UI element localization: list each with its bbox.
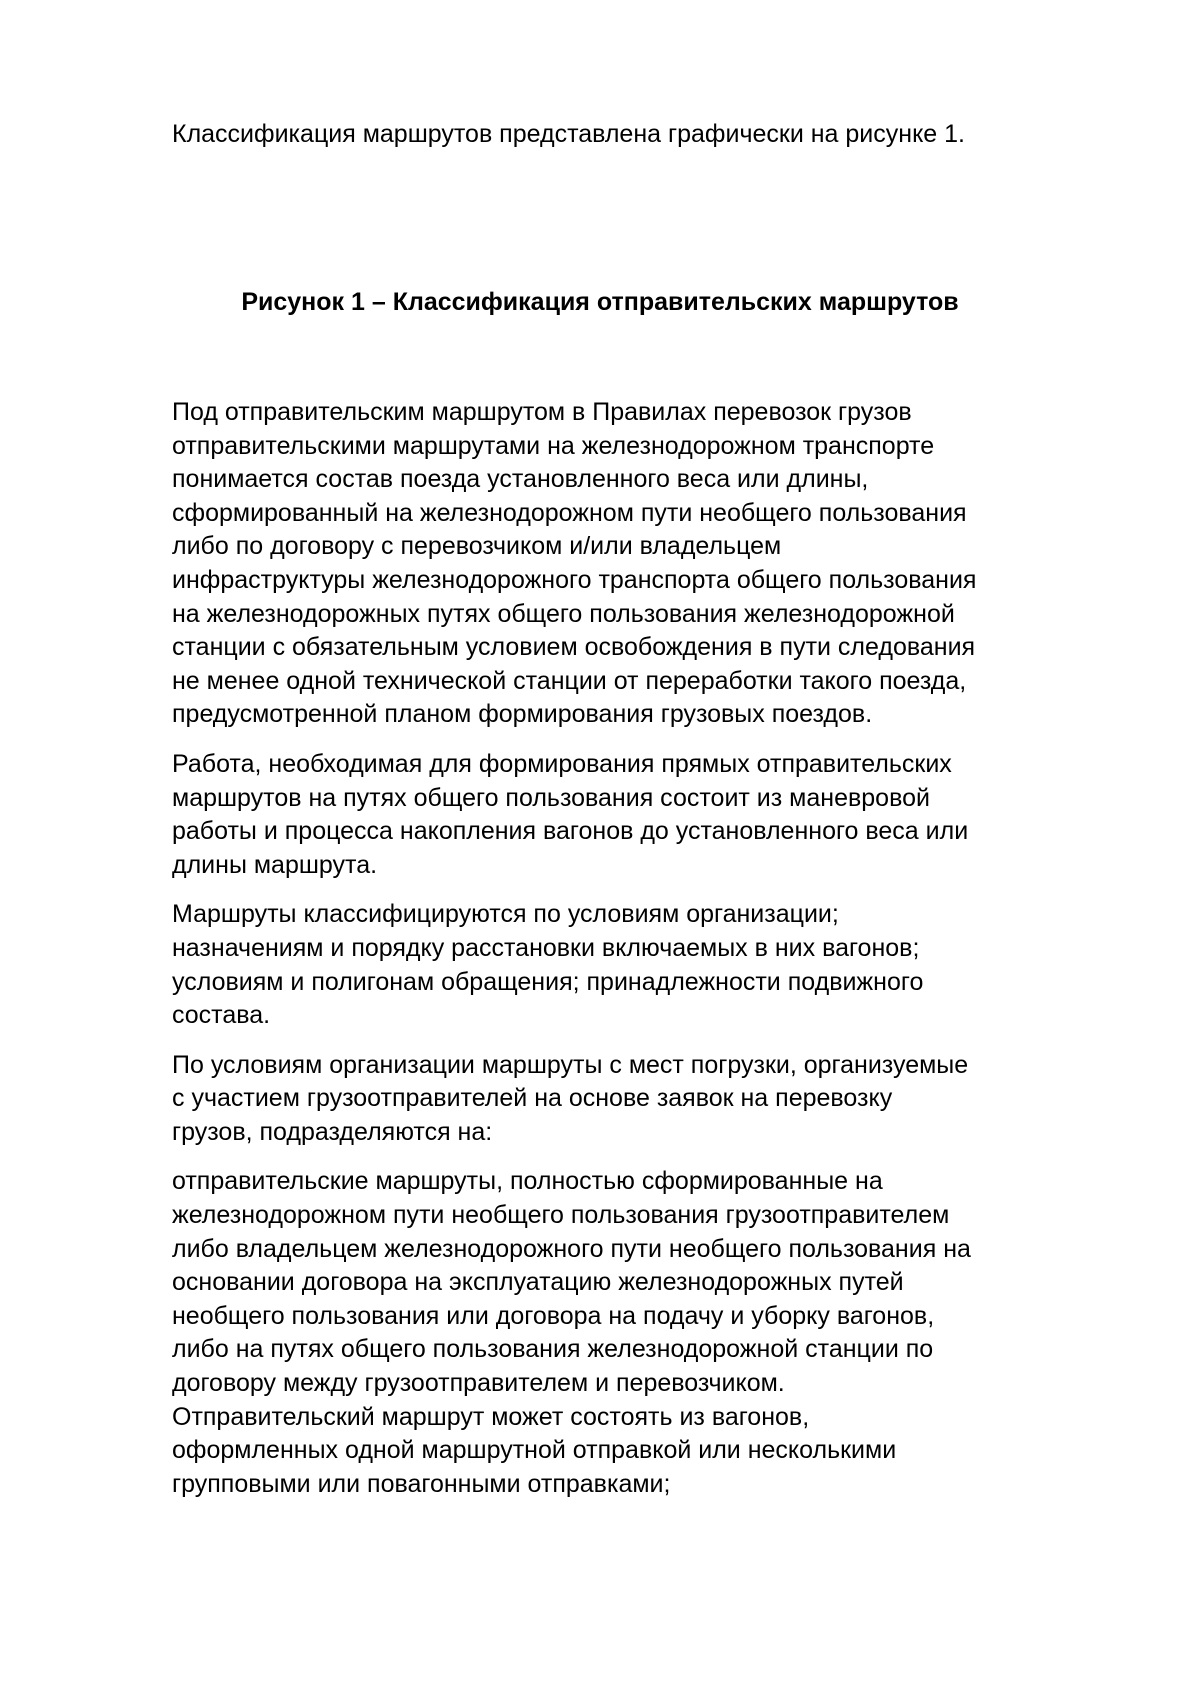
text-line: на железнодорожных путях общего пользования железнодорожной — [172, 599, 955, 628]
text-line: либо по договору с перевозчиком и/или владельцем — [172, 532, 782, 561]
text-line: работы и процесса накопления вагонов до установленного веса или — [172, 817, 969, 846]
text-line: предусмотренной планом формирования грузовых поездов. — [172, 700, 873, 729]
text-line: условиям и полигонам обращения; принадлежности подвижного — [172, 967, 924, 996]
figure-caption: Рисунок 1 – Классификация отправительских маршрутов — [241, 288, 959, 316]
text-line: основании договора на эксплуатацию железнодорожных путей — [172, 1268, 904, 1297]
text-line: договору между грузоотправителем и перевозчиком. — [172, 1369, 785, 1398]
text-line: Отправительский маршрут может состоять из вагонов, — [172, 1402, 810, 1431]
text-line: железнодорожном пути необщего пользования грузоотправителем — [172, 1201, 950, 1230]
text-line: маршрутов на путях общего пользования состоит из маневровой — [172, 783, 930, 812]
text-line: отправительскими маршрутами на железнодорожном транспорте — [172, 431, 935, 460]
paragraph-sender-routes — [172, 1165, 1132, 1501]
intro-text: Классификация маршрутов представлена графически на рисунке 1. — [172, 120, 965, 148]
text-line: либо на путях общего пользования железнодорожной станции по — [172, 1335, 934, 1364]
text-line: станции с обязательным условием освобождения в пути следования — [172, 633, 976, 662]
text-line: с участием грузоотправителей на основе заявок на перевозку — [172, 1084, 893, 1113]
text-line: длины маршрута. — [172, 850, 378, 879]
text-line: понимается состав поезда установленного веса или длины, — [172, 465, 869, 494]
paragraph-definition — [172, 396, 1132, 732]
text-line: сформированный на железнодорожном пути необщего пользования — [172, 498, 967, 527]
text-line: назначениям и порядку расстановки включаемых в них вагонов; — [172, 933, 920, 962]
text-line: Работа, необходимая для формирования прямых отправительских — [172, 749, 952, 778]
paragraph-classification — [172, 898, 1132, 1032]
text-line: Маршруты классифицируются по условиям организации; — [172, 900, 839, 929]
text-line: отправительские маршруты, полностью сформированные на — [172, 1167, 883, 1196]
text-line: грузов, подразделяются на: — [172, 1117, 493, 1146]
text-line: необщего пользования или договора на подачу и уборку вагонов, — [172, 1301, 935, 1330]
text-line: Под отправительским маршрутом в Правилах перевозок грузов — [172, 398, 912, 426]
paragraph-work — [172, 748, 1132, 882]
text-line: либо владельцем железнодорожного пути необщего пользования на — [172, 1234, 971, 1263]
text-line: не менее одной технической станции от переработки такого поезда, — [172, 666, 967, 695]
text-line: групповыми или повагонными отправками; — [172, 1469, 671, 1498]
text-line: инфраструктуры железнодорожного транспорта общего пользования — [172, 565, 977, 594]
text-line: состава. — [172, 1001, 271, 1030]
paragraph-organization — [172, 1049, 1132, 1150]
text-line: По условиям организации маршруты с мест погрузки, организуемые — [172, 1050, 969, 1079]
text-line: оформленных одной маршрутной отправкой или несколькими — [172, 1436, 897, 1465]
body-text — [172, 396, 1132, 1517]
